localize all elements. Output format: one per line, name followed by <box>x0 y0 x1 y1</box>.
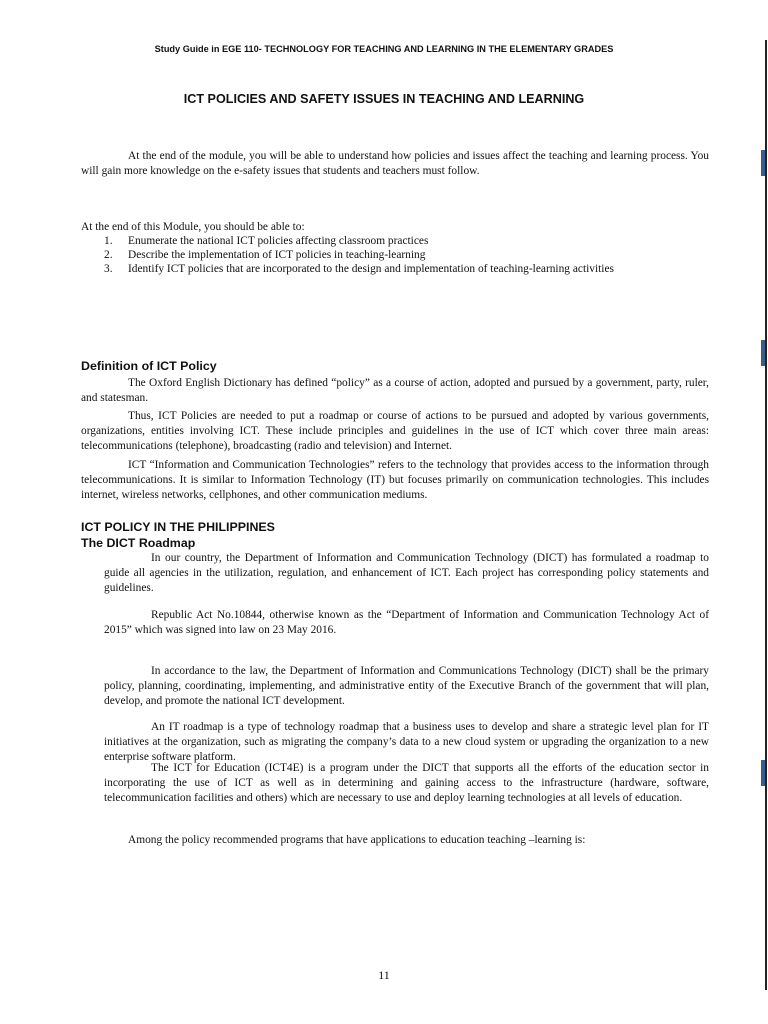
running-header: Study Guide in EGE 110- TECHNOLOGY FOR TEACHING AND LEARNING IN THE ELEMENTARY GRADES <box>154 44 614 54</box>
list-item: 3. Identify ICT policies that are incorporated to the design and implementation of teaching-learning activities <box>104 263 614 275</box>
objectives-intro: At the end of this Module, you should be able to: <box>81 221 305 233</box>
dict-paragraph-6: Among the policy recommended programs that have applications to education teaching –learning is: <box>128 834 586 846</box>
definition-paragraph-2: Thus, ICT Policies are needed to put a roadmap or course of actions to be pursued and adopted by various governments, organizations, entities involving ICT. These include principles and guidelines in the use of ICT which cover three main areas: telecommunications (telephone), broadcasting (radio and television) and Internet. <box>81 410 709 452</box>
definition-paragraph-1: The Oxford English Dictionary has defined “policy” as a course of action, adopted and pursued by a government, party, ruler, and statesman. <box>81 377 709 404</box>
dict-roadmap-subheading: The DICT Roadmap <box>81 536 196 550</box>
page-right-border <box>765 40 767 990</box>
margin-marker <box>761 760 765 786</box>
margin-marker <box>761 150 765 176</box>
dict-paragraph-3: In accordance to the law, the Department of Information and Communications Technology (DICT) shall be the primary policy, planning, coordinating, implementing, and administrative entity of the Executive Branch of the government that will plan, develop, and promote the national ICT development. <box>104 665 709 707</box>
page-title: ICT POLICIES AND SAFETY ISSUES IN TEACHING AND LEARNING <box>183 92 585 106</box>
page-number: 11 <box>378 968 390 982</box>
list-item: 2. Describe the implementation of ICT policies in teaching-learning <box>104 249 426 261</box>
objectives-list <box>104 234 644 276</box>
dict-paragraph-5: The ICT for Education (ICT4E) is a program under the DICT that supports all the efforts of the education sector in incorporating the use of ICT as well as in determining and gaining access to the infrastructure (hardware, software, telecommunication facilities and others) which are necessary to use and deploy learning technologies at all levels of education. <box>104 762 709 804</box>
margin-marker <box>761 340 765 366</box>
list-item: 1. Enumerate the national ICT policies affecting classroom practices <box>104 235 429 247</box>
philippines-heading: ICT POLICY IN THE PHILIPPINES <box>81 520 275 534</box>
overview-paragraph: At the end of the module, you will be able to understand how policies and issues affect the teaching and learning process. You will gain more knowledge on the e-safety issues that students and teachers must follow. <box>81 150 709 177</box>
dict-paragraph-4: An IT roadmap is a type of technology roadmap that a business uses to develop and share a strategic level plan for IT initiatives at the organization, such as migrating the company’s data to a new cloud system or upgrading the organization to a new enterprise software platform. <box>104 721 709 763</box>
definition-paragraph-3: ICT “Information and Communication Technologies” refers to the technology that provides access to the information through telecommunications. It is similar to Information Technology (IT) but focuses primarily on communication technologies. This includes internet, wireless networks, cellphones, and other communication mediums. <box>81 459 709 501</box>
dict-paragraph-2: Republic Act No.10844, otherwise known as the “Department of Information and Communication Technology Act of 2015” which was signed into law on 23 May 2016. <box>104 609 709 636</box>
definition-heading: Definition of ICT Policy <box>81 359 217 373</box>
dict-paragraph-1: In our country, the Department of Information and Communication Technology (DICT) has formulated a roadmap to guide all agencies in the utilization, regulation, and enhancement of ICT. Each project has corresponding policy statements and guidelines. <box>104 552 709 594</box>
